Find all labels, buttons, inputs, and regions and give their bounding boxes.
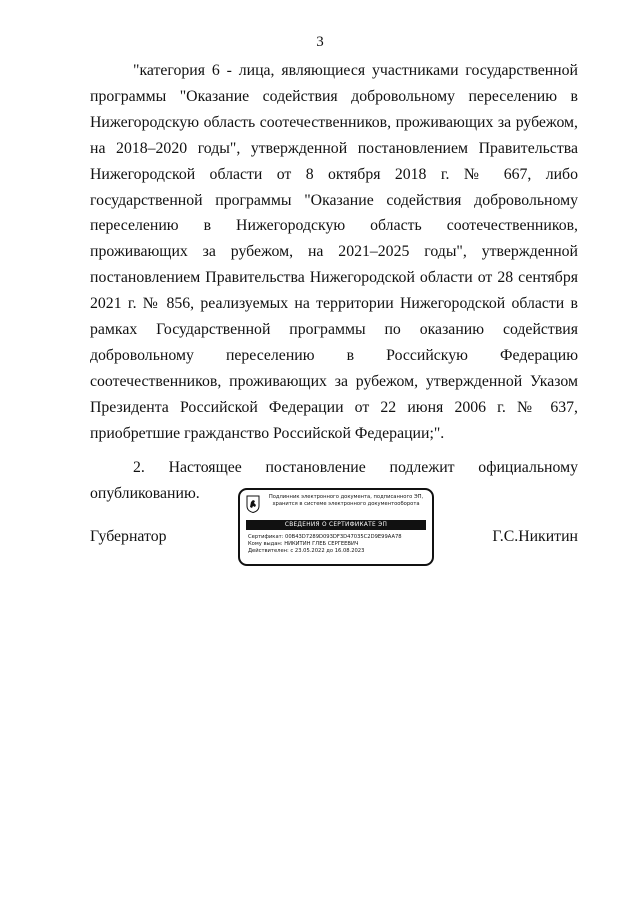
document-body <box>90 58 578 506</box>
stamp-certificate-number: Сертификат: 00B43D7289D093DF3D47035C2D9E99AA78 <box>248 534 402 540</box>
paragraph-category-6: "категория 6 - лица, являющиеся участниками государственной программы "Оказание содействия добровольному переселению в Нижегородскую область соотечественников, проживающих за рубежом, на 2018–2020 годы", утвержденной постановлением Правительства Нижегородской области от 8 октября 2018 г. № 667, либо государственной программы "Оказание содействия добровольному переселению в Нижегородскую область соотечественников, проживающих за рубежом, на 2021–2025 годы", утвержденной постановлением Правительства Нижегородской области от 28 сентября 2021 г. № 856, реализуемых на территории Нижегородской области в рамках Государственной программы по оказанию содействия добровольному переселению в Российскую Федерацию соотечественников, проживающих за рубежом, утвержденной Указом Президента Российской Федерации от 22 июня 2006 г. № 637, приобретшие гражданство Российской Федерации;". <box>90 62 578 442</box>
signer-title: Губернатор <box>90 528 167 545</box>
stamp-certificate-details <box>248 534 428 555</box>
electronic-signature-stamp <box>238 488 434 566</box>
page-number: 3 <box>316 34 324 50</box>
stamp-header <box>264 494 428 507</box>
stamp-header-line: Подлинник электронного документа, подписанного ЭП, <box>268 494 424 500</box>
stamp-validity: Действителен: с 23.05.2022 до 16.08.2023 <box>248 548 365 554</box>
stamp-certificate-bar: СВЕДЕНИЯ О СЕРТИФИКАТЕ ЭП <box>246 520 426 530</box>
coat-of-arms-icon <box>246 495 260 513</box>
stamp-header-line: хранится в системе электронного документооборота <box>272 500 420 507</box>
signature-block <box>90 486 578 574</box>
stamp-issued-to: Кому выдан: НИКИТИН ГЛЕБ СЕРГЕЕВИЧ <box>248 541 359 547</box>
signer-name: Г.С.Никитин <box>492 528 578 545</box>
paragraph-publication: 2. Настоящее постановление подлежит официальному опубликованию. <box>90 458 578 502</box>
